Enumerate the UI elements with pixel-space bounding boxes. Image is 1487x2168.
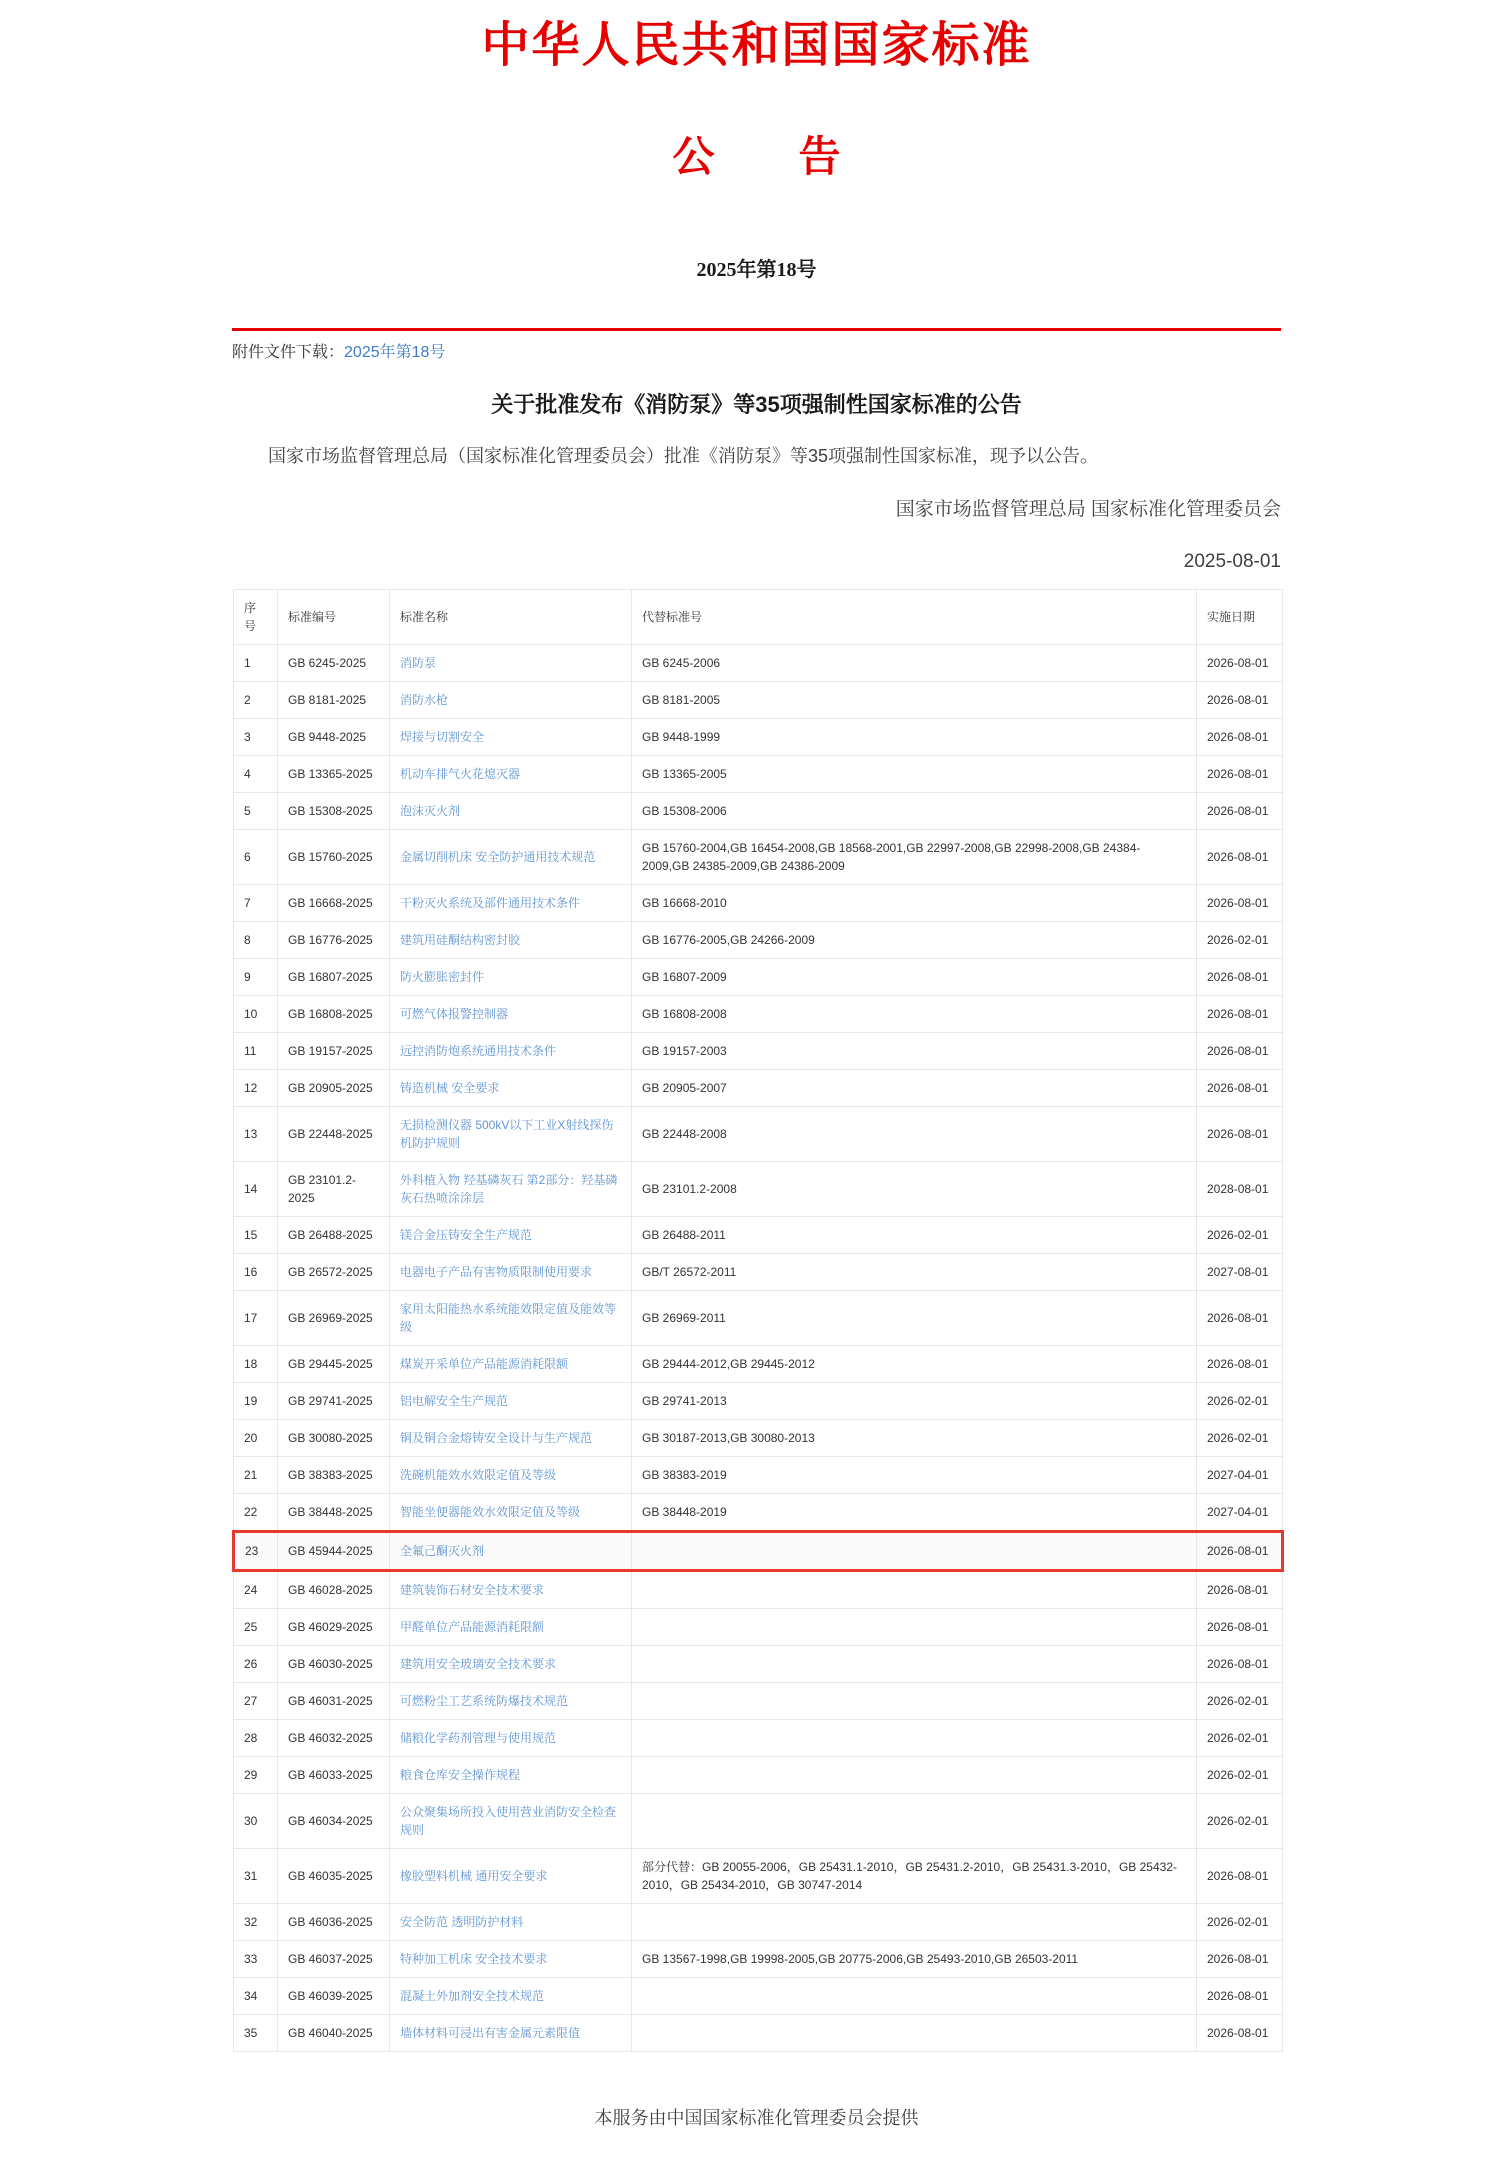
standard-name-link[interactable]: 全氟己酮灭火剂 [400,1543,485,1558]
cell-code: GB 26969-2025 [278,1290,390,1345]
cell-seq: 27 [234,1682,278,1719]
cell-code: GB 46032-2025 [278,1719,390,1756]
cell-name [390,1645,632,1682]
cell-date: 2027-04-01 [1197,1493,1283,1531]
notice-body-paragraph: 国家市场监督管理总局（国家标准化管理委员会）批准《消防泵》等35项强制性国家标准，现予以公告。 [268,445,1099,466]
standard-name-link[interactable]: 镁合金压铸安全生产规范 [400,1227,533,1242]
cell-date: 2026-08-01 [1197,1345,1283,1382]
cell-date: 2026-02-01 [1197,1756,1283,1793]
cell-replaced [632,1793,1197,1848]
cell-seq: 6 [234,829,278,884]
cell-code: GB 29445-2025 [278,1345,390,1382]
cell-replaced: GB 16776-2005,GB 24266-2009 [632,921,1197,958]
cell-date: 2026-08-01 [1197,792,1283,829]
cell-name [390,1682,632,1719]
table-row [234,829,1283,884]
table-row [234,644,1283,681]
cell-date: 2026-02-01 [1197,921,1283,958]
table-header-row [234,589,1283,644]
cell-seq: 19 [234,1382,278,1419]
cell-seq: 31 [234,1848,278,1903]
cell-date: 2026-08-01 [1197,958,1283,995]
attachment-download-link[interactable]: 2025年第18号 [344,343,446,361]
standard-name-link[interactable]: 建筑装饰石材安全技术要求 [400,1582,545,1597]
cell-date: 2026-08-01 [1197,1531,1283,1570]
cell-replaced: GB 38448-2019 [632,1493,1197,1531]
cell-replaced: GB 15760-2004,GB 16454-2008,GB 18568-2001,GB 22997-2008,GB 22998-2008,GB 24384-2009,GB 24385-2009,GB 24386-2009 [632,829,1197,884]
cell-date: 2026-08-01 [1197,1032,1283,1069]
cell-seq: 13 [234,1106,278,1161]
cell-date: 2026-08-01 [1197,681,1283,718]
table-row [234,1940,1283,1977]
cell-name [390,921,632,958]
cell-replaced: GB 9448-1999 [632,718,1197,755]
standard-name-link[interactable]: 可燃气体报警控制器 [400,1006,509,1021]
table-row [234,1756,1283,1793]
cell-code: GB 46029-2025 [278,1608,390,1645]
cell-seq: 14 [234,1161,278,1216]
cell-seq: 17 [234,1290,278,1345]
cell-replaced: GB 29741-2013 [632,1382,1197,1419]
cell-code: GB 23101.2-2025 [278,1161,390,1216]
cell-seq: 18 [234,1345,278,1382]
table-row [234,1345,1283,1382]
cell-seq: 7 [234,884,278,921]
standard-name-link[interactable]: 洗碗机能效水效限定值及等级 [400,1467,557,1482]
cell-replaced [632,1682,1197,1719]
cell-seq: 10 [234,995,278,1032]
issuing-authority: 国家市场监督管理总局 国家标准化管理委员会 [895,498,1281,520]
cell-replaced: GB 22448-2008 [632,1106,1197,1161]
cell-name [390,958,632,995]
standard-name-link[interactable]: 智能坐便器能效水效限定值及等级 [400,1504,581,1519]
cell-name [390,718,632,755]
cell-replaced: GB 6245-2006 [632,644,1197,681]
table-row [234,1977,1283,2014]
cell-name [390,1382,632,1419]
cell-name [390,1848,632,1903]
standard-name-link[interactable]: 特种加工机床 安全技术要求 [400,1951,548,1966]
page-title: 中华人民共和国国家标准 [481,19,1032,72]
cell-code: GB 26488-2025 [278,1216,390,1253]
cell-name [390,755,632,792]
attachment-download-row [232,339,1281,362]
standard-name-link[interactable]: 煤炭开采单位产品能源消耗限额 [400,1356,569,1371]
cell-seq: 15 [234,1216,278,1253]
cell-seq: 20 [234,1419,278,1456]
table-row [234,921,1283,958]
cell-code: GB 46036-2025 [278,1903,390,1940]
cell-name [390,1531,632,1570]
cell-seq: 16 [234,1253,278,1290]
cell-name [390,1903,632,1940]
cell-name [390,2014,632,2051]
standard-name-link[interactable]: 混凝土外加剂安全技术规范 [400,1988,545,2003]
cell-date: 2026-08-01 [1197,718,1283,755]
footer-provider-text: 本服务由中国国家标准化管理委员会提供 [594,2107,919,2128]
cell-name [390,1793,632,1848]
cell-replaced: 部分代替：GB 20055-2006，GB 25431.1-2010，GB 25431.2-2010，GB 25431.3-2010，GB 25432-2010，GB 25434-2010，GB 30747-2014 [632,1848,1197,1903]
standards-table-body [234,644,1283,2051]
cell-code: GB 13365-2025 [278,755,390,792]
column-header-replaced: 代替标准号 [632,589,1197,644]
cell-code: GB 19157-2025 [278,1032,390,1069]
cell-replaced: GB 30187-2013,GB 30080-2013 [632,1419,1197,1456]
column-header-seq: 序号 [234,589,278,644]
table-row [234,1793,1283,1848]
cell-code: GB 46031-2025 [278,1682,390,1719]
cell-seq: 9 [234,958,278,995]
cell-replaced: GB 15308-2006 [632,792,1197,829]
standard-name-link[interactable]: 外科植入物 羟基磷灰石 第2部分：羟基磷灰石热喷涂涂层 [400,1172,618,1205]
cell-date: 2026-08-01 [1197,995,1283,1032]
cell-code: GB 46028-2025 [278,1570,390,1608]
standard-name-link[interactable]: 公众聚集场所投入使用营业消防安全检查规则 [400,1804,617,1837]
cell-name [390,1493,632,1531]
publish-date: 2025-08-01 [1183,550,1281,572]
cell-code: GB 15308-2025 [278,792,390,829]
cell-seq: 32 [234,1903,278,1940]
standard-name-link[interactable]: 泡沫灭火剂 [400,803,461,818]
table-row [234,1106,1283,1161]
cell-name [390,1161,632,1216]
cell-replaced: GB 8181-2005 [632,681,1197,718]
table-row [234,681,1283,718]
cell-name [390,1719,632,1756]
cell-replaced: GB 26969-2011 [632,1290,1197,1345]
cell-date: 2026-02-01 [1197,1793,1283,1848]
standard-name-link[interactable]: 储粮化学药剂管理与使用规范 [400,1730,557,1745]
standard-name-link[interactable]: 无损检测仪器 500kV以下工业X射线探伤机防护规则 [400,1117,614,1150]
cell-code: GB 46033-2025 [278,1756,390,1793]
standard-name-link[interactable]: 粮食仓库安全操作规程 [400,1767,521,1782]
cell-replaced: GB 13567-1998,GB 19998-2005,GB 20775-2006,GB 25493-2010,GB 26503-2011 [632,1940,1197,1977]
cell-code: GB 38448-2025 [278,1493,390,1531]
cell-seq: 2 [234,681,278,718]
cell-replaced: GB 13365-2005 [632,755,1197,792]
cell-code: GB 16668-2025 [278,884,390,921]
cell-seq: 12 [234,1069,278,1106]
cell-replaced: GB 23101.2-2008 [632,1161,1197,1216]
cell-code: GB 29741-2025 [278,1382,390,1419]
notice-title: 关于批准发布《消防泵》等35项强制性国家标准的公告 [491,391,1022,417]
cell-date: 2026-08-01 [1197,1608,1283,1645]
cell-replaced [632,1531,1197,1570]
standard-name-link[interactable]: 金属切削机床 安全防护通用技术规范 [400,849,596,864]
table-row [234,1290,1283,1345]
table-row [234,1531,1283,1570]
standard-name-link[interactable]: 墙体材料可浸出有害金属元素限值 [400,2025,581,2040]
column-header-date: 实施日期 [1197,589,1283,644]
cell-date: 2027-04-01 [1197,1456,1283,1493]
table-row [234,1069,1283,1106]
cell-date: 2026-08-01 [1197,1940,1283,1977]
table-row [234,1382,1283,1419]
cell-code: GB 15760-2025 [278,829,390,884]
standard-name-link[interactable]: 安全防范 透明防护材料 [400,1914,524,1929]
cell-seq: 4 [234,755,278,792]
cell-seq: 3 [234,718,278,755]
cell-seq: 34 [234,1977,278,2014]
red-divider [232,328,1281,331]
cell-code: GB 46040-2025 [278,2014,390,2051]
cell-seq: 35 [234,2014,278,2051]
cell-name [390,1570,632,1608]
standard-name-link[interactable]: 防火膨胀密封件 [400,969,485,984]
standard-name-link[interactable]: 消防水枪 [400,692,449,707]
cell-replaced: GB 16807-2009 [632,958,1197,995]
cell-seq: 11 [234,1032,278,1069]
cell-name [390,1069,632,1106]
cell-date: 2026-02-01 [1197,1419,1283,1456]
cell-date: 2027-08-01 [1197,1253,1283,1290]
cell-replaced: GB 38383-2019 [632,1456,1197,1493]
standard-name-link[interactable]: 机动车排气火花熄灭器 [400,766,521,781]
table-row [234,1682,1283,1719]
cell-replaced [632,1903,1197,1940]
cell-code: GB 46039-2025 [278,1977,390,2014]
table-row [234,2014,1283,2051]
cell-name [390,829,632,884]
table-row [234,995,1283,1032]
cell-code: GB 20905-2025 [278,1069,390,1106]
column-header-code: 标准编号 [278,589,390,644]
cell-code: GB 16808-2025 [278,995,390,1032]
table-row [234,884,1283,921]
cell-date: 2026-08-01 [1197,829,1283,884]
cell-code: GB 26572-2025 [278,1253,390,1290]
cell-seq: 25 [234,1608,278,1645]
cell-name [390,1456,632,1493]
cell-name [390,1106,632,1161]
standard-name-link[interactable]: 焊接与切割安全 [400,729,485,744]
table-row [234,958,1283,995]
table-row [234,1903,1283,1940]
cell-name [390,995,632,1032]
cell-seq: 8 [234,921,278,958]
table-row [234,1645,1283,1682]
cell-code: GB 46034-2025 [278,1793,390,1848]
standard-name-link[interactable]: 消防泵 [400,655,437,670]
cell-seq: 30 [234,1793,278,1848]
table-row [234,1032,1283,1069]
cell-name [390,884,632,921]
cell-code: GB 46035-2025 [278,1848,390,1903]
cell-replaced: GB 16808-2008 [632,995,1197,1032]
cell-name [390,681,632,718]
cell-seq: 33 [234,1940,278,1977]
table-row [234,718,1283,755]
cell-date: 2026-08-01 [1197,1069,1283,1106]
table-row [234,1161,1283,1216]
table-row [234,1493,1283,1531]
cell-replaced: GB 19157-2003 [632,1032,1197,1069]
cell-seq: 24 [234,1570,278,1608]
cell-replaced: GB 29444-2012,GB 29445-2012 [632,1345,1197,1382]
cell-date: 2026-08-01 [1197,1848,1283,1903]
cell-seq: 21 [234,1456,278,1493]
cell-seq: 23 [234,1531,278,1570]
standard-name-link[interactable]: 建筑用硅酮结构密封胶 [400,932,521,947]
standard-name-link[interactable]: 铝电解安全生产规范 [400,1393,509,1408]
standard-name-link[interactable]: 甲醛单位产品能源消耗限额 [400,1619,545,1634]
cell-replaced: GB/T 26572-2011 [632,1253,1197,1290]
standard-name-link[interactable]: 铜及铜合金熔铸安全设计与生产规范 [400,1430,593,1445]
standard-name-link[interactable]: 远控消防炮系统通用技术条件 [400,1043,557,1058]
standards-table [232,589,1284,2052]
cell-name [390,1345,632,1382]
standard-name-link[interactable]: 家用太阳能热水系统能效限定值及能效等级 [400,1301,617,1334]
cell-date: 2026-08-01 [1197,2014,1283,2051]
cell-date: 2026-02-01 [1197,1719,1283,1756]
attachment-label: 附件文件下载： [232,343,345,361]
table-row [234,1216,1283,1253]
cell-replaced [632,1756,1197,1793]
standard-name-link[interactable]: 建筑用安全玻璃安全技术要求 [400,1656,557,1671]
cell-date: 2026-08-01 [1197,644,1283,681]
cell-replaced [632,1719,1197,1756]
cell-replaced [632,1645,1197,1682]
cell-seq: 1 [234,644,278,681]
cell-name [390,1940,632,1977]
table-row [234,1253,1283,1290]
cell-date: 2026-02-01 [1197,1216,1283,1253]
table-row [234,1419,1283,1456]
table-row [234,1456,1283,1493]
cell-name [390,1290,632,1345]
cell-replaced: GB 16668-2010 [632,884,1197,921]
cell-code: GB 16807-2025 [278,958,390,995]
table-row [234,1608,1283,1645]
cell-name [390,1253,632,1290]
cell-seq: 22 [234,1493,278,1531]
cell-name [390,1756,632,1793]
cell-code: GB 45944-2025 [278,1531,390,1570]
cell-code: GB 46030-2025 [278,1645,390,1682]
cell-code: GB 9448-2025 [278,718,390,755]
cell-code: GB 30080-2025 [278,1419,390,1456]
cell-replaced [632,1570,1197,1608]
cell-date: 2026-02-01 [1197,1382,1283,1419]
cell-replaced [632,1977,1197,2014]
cell-code: GB 8181-2025 [278,681,390,718]
table-row [234,792,1283,829]
cell-code: GB 46037-2025 [278,1940,390,1977]
cell-replaced [632,2014,1197,2051]
cell-replaced: GB 20905-2007 [632,1069,1197,1106]
table-row [234,1848,1283,1903]
cell-seq: 26 [234,1645,278,1682]
column-header-name: 标准名称 [390,589,632,644]
cell-date: 2026-08-01 [1197,1290,1283,1345]
cell-code: GB 6245-2025 [278,644,390,681]
cell-seq: 29 [234,1756,278,1793]
cell-date: 2026-08-01 [1197,1977,1283,2014]
cell-name [390,1419,632,1456]
cell-date: 2026-08-01 [1197,884,1283,921]
cell-name [390,792,632,829]
cell-seq: 5 [234,792,278,829]
cell-name [390,1977,632,2014]
cell-name [390,1216,632,1253]
cell-seq: 28 [234,1719,278,1756]
table-row [234,755,1283,792]
cell-date: 2026-02-01 [1197,1903,1283,1940]
cell-date: 2026-08-01 [1197,1570,1283,1608]
announcement-subtitle: 公 告 [672,134,841,181]
cell-code: GB 16776-2025 [278,921,390,958]
cell-date: 2026-08-01 [1197,1645,1283,1682]
announcement-page [232,0,1281,2168]
doc-number: 2025年第18号 [696,258,817,281]
standard-name-link[interactable]: 可燃粉尘工艺系统防爆技术规范 [400,1693,569,1708]
cell-code: GB 38383-2025 [278,1456,390,1493]
cell-replaced: GB 26488-2011 [632,1216,1197,1253]
cell-replaced [632,1608,1197,1645]
cell-date: 2026-02-01 [1197,1682,1283,1719]
cell-name [390,1032,632,1069]
standard-name-link[interactable]: 橡胶塑料机械 通用安全要求 [400,1868,548,1883]
standard-name-link[interactable]: 电器电子产品有害物质限制使用要求 [400,1264,593,1279]
cell-name [390,644,632,681]
table-row [234,1719,1283,1756]
cell-name [390,1608,632,1645]
cell-date: 2026-08-01 [1197,755,1283,792]
table-row [234,1570,1283,1608]
cell-date: 2028-08-01 [1197,1161,1283,1216]
cell-code: GB 22448-2025 [278,1106,390,1161]
standard-name-link[interactable]: 干粉灭火系统及部件通用技术条件 [400,895,581,910]
standard-name-link[interactable]: 铸造机械 安全要求 [400,1080,500,1095]
cell-date: 2026-08-01 [1197,1106,1283,1161]
